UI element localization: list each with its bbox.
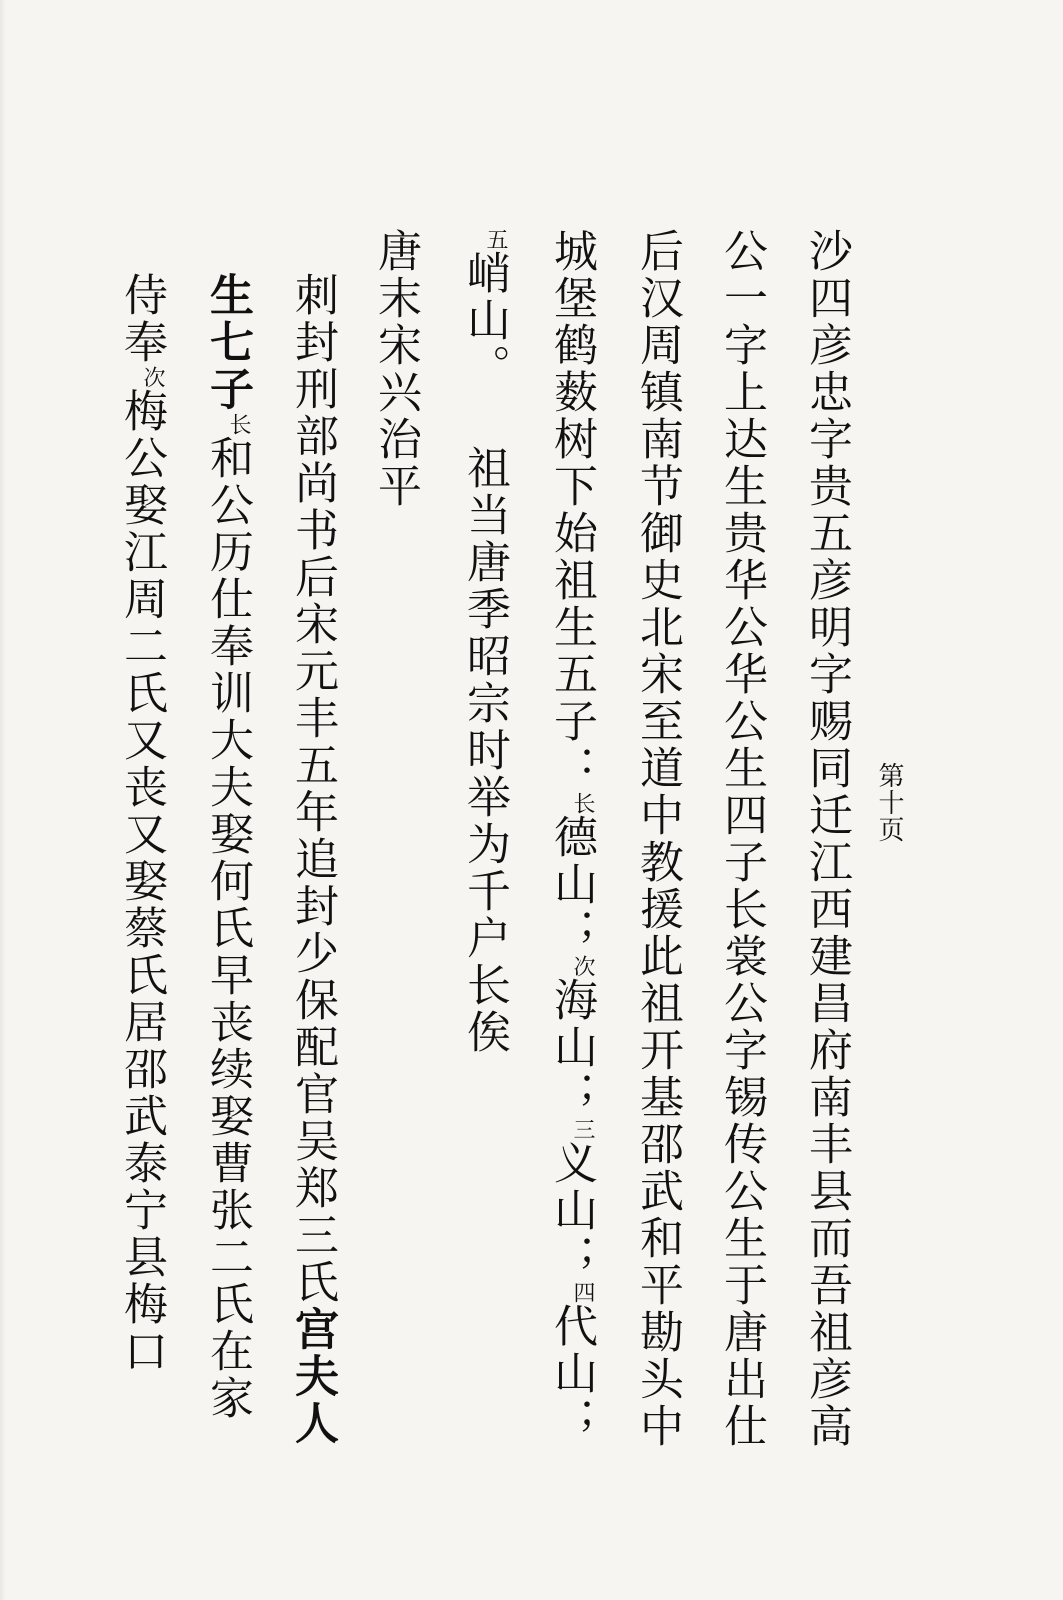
column-8-text: 和公历仕奉训大夫娶何氏早丧续娶曹张二氏在家 xyxy=(202,435,253,1422)
text-column-4 xyxy=(546,228,597,1444)
scan-edge-shadow xyxy=(0,0,6,1600)
text-column-2: 公一字上达生贵华公华公生四子长裳公字锡传公生于唐出仕 xyxy=(716,228,767,1450)
text-column-9 xyxy=(116,272,167,1375)
son-name-4: 代山； xyxy=(546,1303,597,1444)
title-bold: 宫夫人 xyxy=(287,1306,338,1447)
ordinal-note-7: 次 xyxy=(140,366,165,388)
column-9-text-a: 侍奉 xyxy=(116,272,167,366)
ordinal-note-1: 长 xyxy=(570,792,595,814)
ordinal-note-6: 长 xyxy=(226,413,251,435)
ordinal-note-3: 三 xyxy=(570,1118,595,1140)
page-number: 第十页 xyxy=(874,762,904,843)
text-column-3: 后汉周镇南节御史北宋至道中教援此祖开基邵武和平勘头中 xyxy=(632,228,683,1450)
text-column-1: 沙四彦忠字贵五彦明字赐同迁江西建昌府南丰县而吾祖彦高 xyxy=(801,228,852,1450)
column-7-text: 刺封刑部尚书后宋元丰五年追封少保配官吴郑三氏 xyxy=(287,272,338,1306)
ordinal-note-2: 次 xyxy=(570,955,595,977)
column-9-text-b: 梅公娶江周二氏又丧又娶蔡氏居邵武泰宁县梅口 xyxy=(116,388,167,1375)
son-name-2: 海山； xyxy=(546,977,597,1118)
son-name-3: 义山； xyxy=(546,1140,597,1281)
text-column-8 xyxy=(202,272,253,1422)
text-column-7 xyxy=(287,272,338,1447)
text-column-5 xyxy=(459,228,510,1056)
column-5-text: 峭山。 祖当唐季昭宗时举为千户长俟 xyxy=(459,250,510,1056)
ordinal-note-4: 四 xyxy=(570,1281,595,1303)
ordinal-note-5: 五 xyxy=(483,228,508,250)
son-name-1: 德山； xyxy=(546,814,597,955)
column-4-main-text: 城堡鹤薮树下始祖生五子： xyxy=(546,228,597,792)
text-column-6: 唐末宋兴治平 xyxy=(370,228,421,510)
seven-sons-bold: 生七子 xyxy=(202,272,253,413)
